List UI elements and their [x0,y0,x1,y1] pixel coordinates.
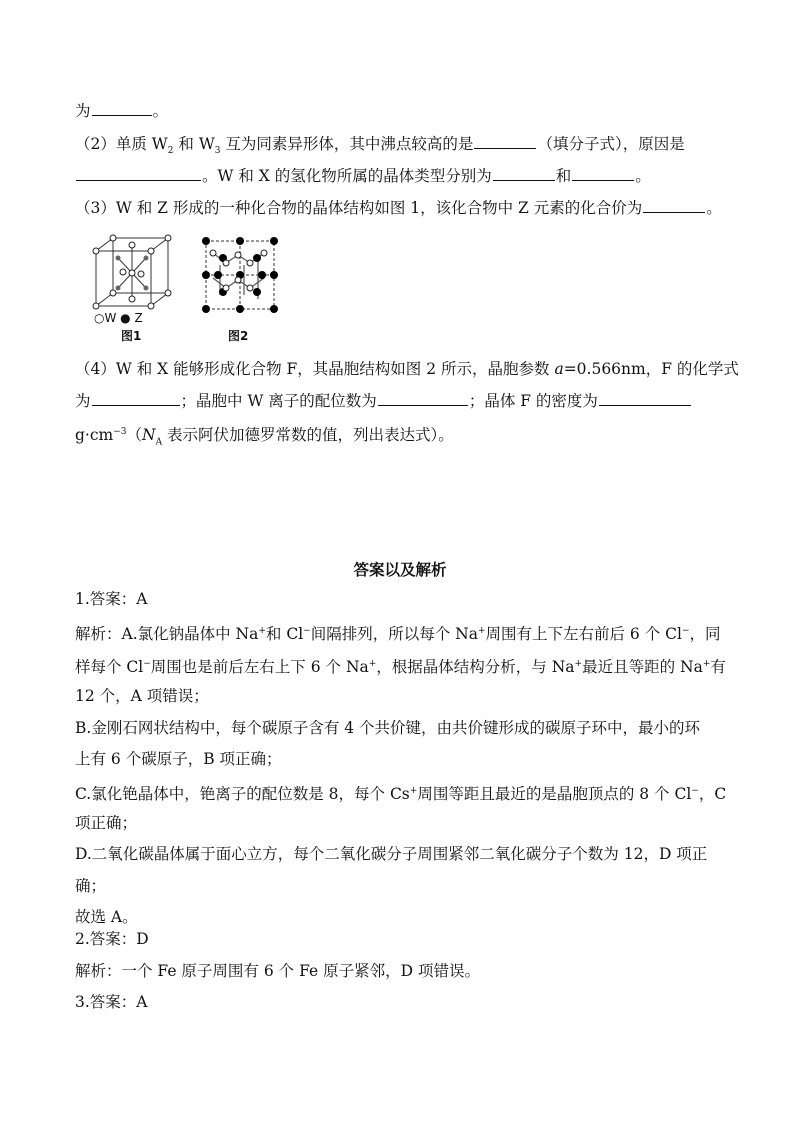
q4-line2: 为 ；晶胞中 W 离子的配位数为 ；晶体 F 的密度为 [75,390,692,411]
answer-blank[interactable] [493,165,555,181]
explanation-1-line8: D.二氧化碳晶体属于面心立方，每个二氧化碳分子周围紧邻二氧化碳分子个数为 12，D 项正 [75,845,708,863]
explanation-1-line7: 项正确； [75,814,138,832]
answer-blank[interactable] [76,165,201,181]
answer-blank[interactable] [643,197,705,213]
answer-blank[interactable] [572,165,634,181]
q4-line3: $g\cdot cm^{-3}(N_A$ 表示阿伏加德罗常数的值，列出表达式）。 [75,426,454,448]
fig1-legend: ○W ● Z [94,311,143,325]
explanation-1-line6: C.氯化铯晶体中，铯离子的配位数是 8，每个 Cs+周围等距且最近的是晶胞顶点的 8 个 Cl−，C [75,785,727,804]
answer-blank[interactable] [599,390,691,406]
fig2-caption: 图2 [228,329,249,343]
q4-line1: （4）W 和 X 能够形成化合物 F，其晶胞结构如图 2 所示，晶胞参数 a=0.566nm，F 的化学式 [75,360,739,378]
answer-3: 3.答案：A [75,993,148,1011]
answer-1: 1.答案：A [75,590,148,608]
explanation-1-line5: 上有 6 个碳原子，B 项正确； [75,750,282,768]
figure-1 [88,233,178,343]
prev-question-tail: 为 。 [75,102,169,120]
fig1-caption: 图1 [121,329,142,343]
figure-2 [198,233,288,343]
answer-blank[interactable] [92,100,152,116]
fig2-crystal-diagram [198,233,288,315]
explanation-1-line2: 样每个 Cl−周围也是前后左右上下 6 个 Na+，根据晶体结构分析，与 Na+最近且等距的 Na+有 [75,658,726,677]
answer-blank[interactable] [92,390,180,406]
answer-blank[interactable] [378,390,468,406]
q2-line1: （2）单质 $W_2$ 和 $W_3$ 互为同素异形体，其中沸点较高的是 （填分子式），原因是 [75,135,685,157]
explanation-1-line9: 确； [75,877,107,895]
fig1-crystal-diagram [88,233,178,313]
answer-blank[interactable] [474,133,536,149]
explanation-2: 解析：一个 Fe 原子周围有 6 个 Fe 原子紧邻，D 项错误。 [75,962,480,980]
explanation-1-line10: 故选 A。 [75,908,138,926]
q2-line2: 。W 和 X 的氢化物所属的晶体类型分别为 和 。 [75,165,651,186]
explanation-1-line3: 12 个，A 项错误； [75,687,209,705]
explanation-1-line4: B.金刚石网状结构中，每个碳原子含有 4 个共价键，由共价键形成的碳原子环中，最小的环 [75,719,701,737]
explanation-1-line1: 解析：A.氯化钠晶体中 Na+和 Cl−间隔排列，所以每个 Na+周围有上下左右前后 6 个 Cl−，同 [75,625,721,644]
answer-2: 2.答案：D [75,930,149,948]
q3-line: （3）W 和 Z 形成的一种化合物的晶体结构如图 1，该化合物中 Z 元素的化合价为 。 [75,199,722,217]
answer-section-title: 答案以及解析 [353,560,447,579]
